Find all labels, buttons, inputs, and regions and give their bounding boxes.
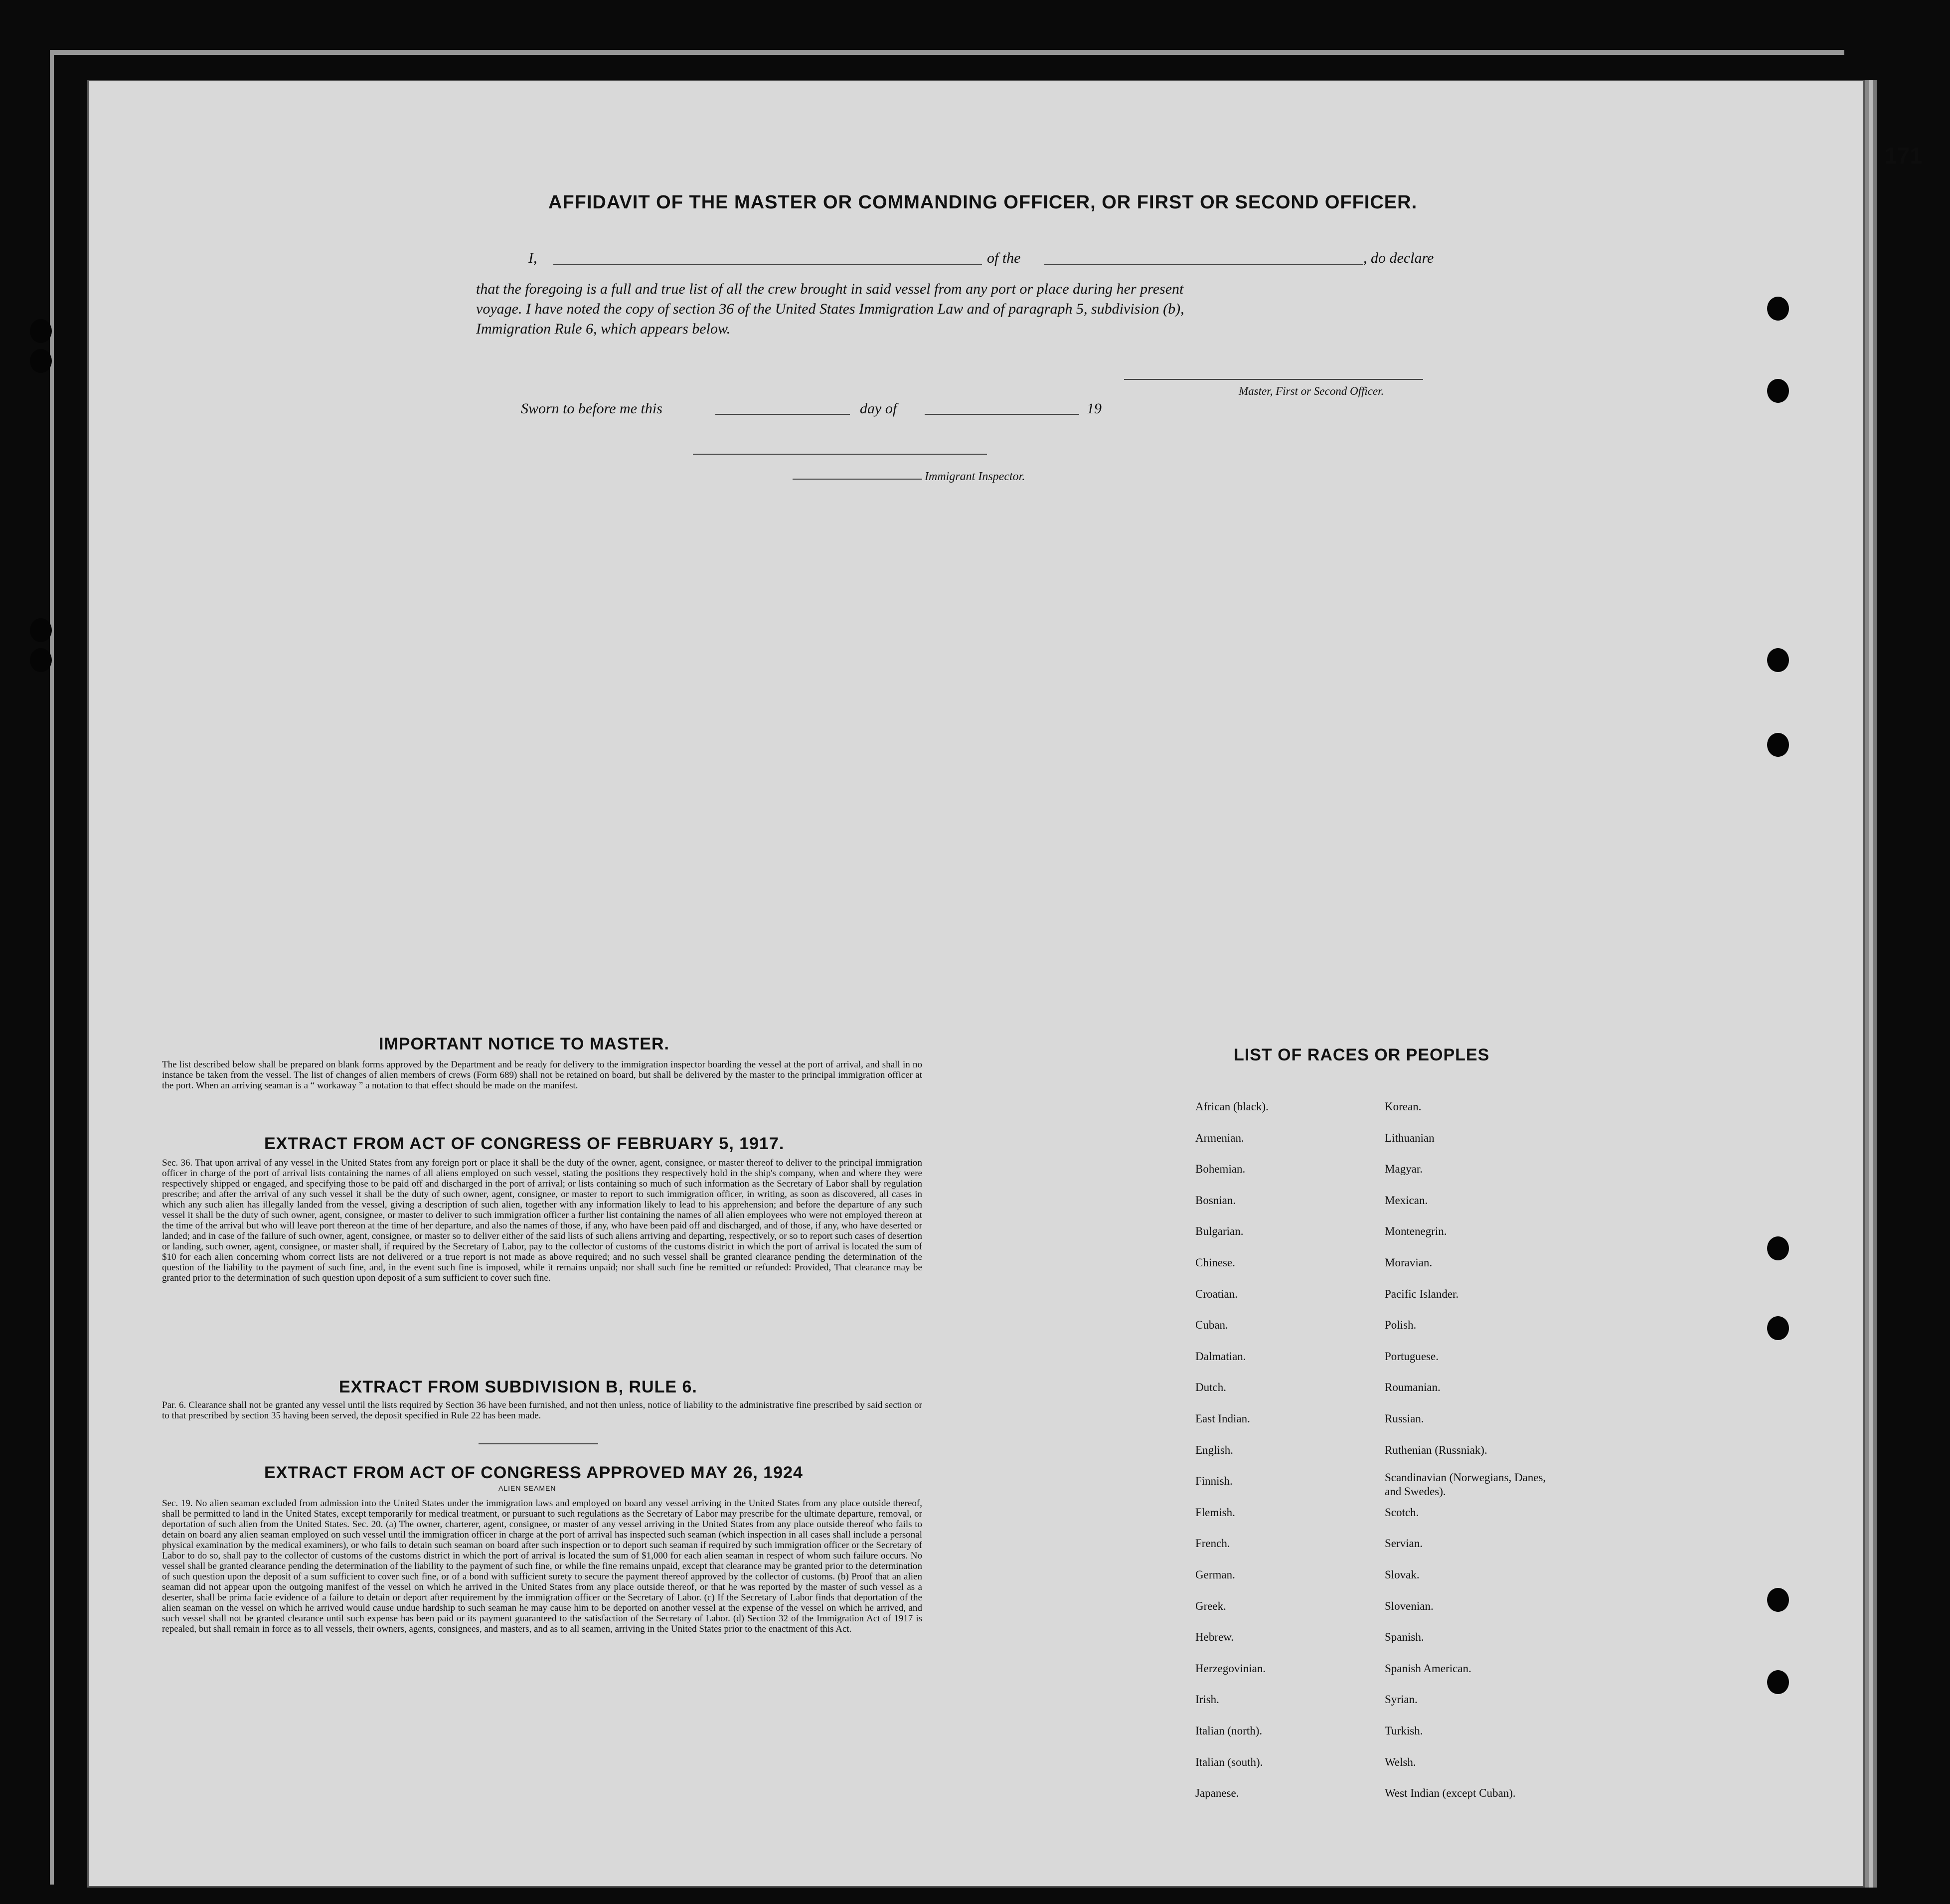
affidavit-of-the: of the	[987, 250, 1021, 266]
affidavit-i: I,	[528, 250, 537, 266]
punch-hole	[1767, 648, 1789, 672]
punch-hole	[1767, 1670, 1789, 1694]
extract-1924-title: EXTRACT FROM ACT OF CONGRESS APPROVED MAY 26, 1924	[264, 1463, 803, 1482]
inspector-label: Immigrant Inspector.	[925, 470, 1025, 483]
signature-line	[1124, 379, 1423, 380]
inspector-signature-line	[793, 479, 922, 480]
race-item: Flemish.	[1195, 1506, 1235, 1519]
race-item: Dutch.	[1195, 1381, 1226, 1394]
race-item: Slovak.	[1385, 1568, 1420, 1581]
punch-hole	[1767, 1588, 1789, 1612]
sheet-edge-top	[50, 50, 1844, 55]
race-item: Polish.	[1385, 1319, 1417, 1332]
race-item: Magyar.	[1385, 1163, 1423, 1176]
punch-hole	[30, 618, 52, 642]
race-item: Welsh.	[1385, 1755, 1416, 1768]
race-item: Dalmatian.	[1195, 1350, 1246, 1363]
affidavit-line3: voyage. I have noted the copy of section 36 of the United States Immigration Law and of paragraph 5, subdivision (b),	[476, 301, 1184, 317]
sworn-text: Sworn to before me this	[521, 400, 662, 417]
affidavit-title: AFFIDAVIT OF THE MASTER OR COMMANDING OFFICER, OR FIRST OR SECOND OFFICER.	[548, 192, 1418, 213]
day-blank	[715, 414, 850, 415]
races-title: LIST OF RACES OR PEOPLES	[1234, 1045, 1490, 1064]
race-item: Italian (north).	[1195, 1725, 1263, 1737]
punch-hole	[1767, 733, 1789, 757]
race-item: Armenian.	[1195, 1131, 1244, 1144]
race-item: Slovenian.	[1385, 1599, 1434, 1612]
race-item: Cuban.	[1195, 1319, 1228, 1332]
extract-1924-subtitle: ALIEN SEAMEN	[498, 1484, 556, 1492]
punch-hole	[1767, 1316, 1789, 1340]
name-blank	[553, 264, 982, 265]
race-item: Scandinavian (Norwegians, Danes, and Swedes).	[1385, 1471, 1546, 1498]
race-item: Scotch.	[1385, 1506, 1419, 1519]
race-item: Chinese.	[1195, 1256, 1235, 1269]
race-item: Russian.	[1385, 1412, 1424, 1425]
race-item: Irish.	[1195, 1693, 1219, 1706]
sworn-day-of: day of	[860, 400, 897, 417]
race-item: Greek.	[1195, 1599, 1226, 1612]
notice-text: The list described below shall be prepared on blank forms approved by the Department and be ready for delivery to the immigration inspector boarding the vessel at the port of arrival, and shall in no instance be taken from the vessel. The list of changes of alien members of crews (Form 689) shall not be retained on board, but shall be delivered by the master to the principal immigration officer at the port. When an arriving seaman is a “ workaway ” a notation to that effect should be made on the manifest.	[162, 1059, 922, 1091]
sworn-year: 19	[1087, 400, 1102, 417]
race-item: Portuguese.	[1385, 1350, 1439, 1363]
race-item: Japanese.	[1195, 1787, 1239, 1800]
race-item: Bulgarian.	[1195, 1225, 1244, 1238]
punch-hole	[30, 648, 52, 672]
divider	[479, 1443, 598, 1444]
race-item: West Indian (except Cuban).	[1385, 1787, 1516, 1800]
race-item: English.	[1195, 1443, 1234, 1456]
race-item: Montenegrin.	[1385, 1225, 1447, 1238]
affidavit-declare: , do declare	[1363, 250, 1434, 266]
race-item: German.	[1195, 1568, 1235, 1581]
punch-hole	[30, 349, 52, 373]
race-item: Turkish.	[1385, 1725, 1423, 1737]
page-number: 171	[1884, 143, 1923, 169]
extract-1917-text: Sec. 36. That upon arrival of any vessel in the United States from any foreign port or place it shall be the duty of the owner, agent, consignee, or master thereof to deliver to the principal immigration officer in charge of the port of arrival lists containing the names of all aliens employed on such vessel, stating the positions they respectively hold in the ship's company, when and where they were respectively shipped or engaged, and specifying those to be paid off and discharged in the port of arrival; or lists containing so much of such information as the Secretary of Labor shall by regulation prescribe; and after the arrival of any such vessel it shall be the duty of such owner, agent, consignee, or master to report to such immigration officer, in writing, as soon as discovered, all cases in which any such alien has illegally landed from the vessel, giving a description of such alien, together with any information likely to lead to his apprehension; and before the departure of any such vessel it shall be the duty of such owner, agent, consignee, or master to deliver to such immigration officer a further list containing the names of all alien employees who were not employed thereon at the time of the arrival but who will leave port thereon at the time of her departure, and also the names of those, if any, who have been paid off and discharged, and of those, if any, who have deserted or landed; and in case of the failure of such owner, agent, consignee, or master so to deliver either of the said lists of such aliens arriving and departing, respectively, or so to report such cases of desertion or landing, such owner, agent, consignee, or master shall, if required by the Secretary of Labor, pay to the collector of customs of the customs district in which the port of arrival is located the sum of $10 for each alien concerning whom correct lists are not delivered or a true report is not made as above required; and no such vessel shall be granted clearance pending the determination of the question of the liability to the payment of such fine, and, in the event such fine is imposed, while it remains unpaid; nor shall such fine be remitted or refunded: Provided, That clearance may be granted prior to the determination of such question upon deposit of a sum sufficient to cover such fine.	[162, 1158, 922, 1283]
race-item: Roumanian.	[1385, 1381, 1441, 1394]
race-item: Bohemian.	[1195, 1163, 1246, 1176]
extract-rule6-text: Par. 6. Clearance shall not be granted any vessel until the lists required by Section 36 have been furnished, and not then unless, notice of liability to the administrative fine prescribed by said section or to that prescribed by section 35 having been served, the deposit specified in Rule 22 has been made.	[162, 1400, 922, 1421]
punch-hole	[1767, 1236, 1789, 1260]
punch-hole	[1767, 379, 1789, 403]
race-item: Pacific Islander.	[1385, 1287, 1459, 1300]
month-blank	[925, 414, 1079, 415]
race-item: Herzegovinian.	[1195, 1662, 1266, 1675]
extract-1917-title: EXTRACT FROM ACT OF CONGRESS OF FEBRUARY 5, 1917.	[264, 1134, 785, 1153]
race-item: Hebrew.	[1195, 1631, 1234, 1644]
race-item: Spanish American.	[1385, 1662, 1471, 1675]
punch-hole	[1767, 297, 1789, 321]
race-item: Finnish.	[1195, 1475, 1233, 1488]
race-item: Servian.	[1385, 1537, 1423, 1550]
race-item: Moravian.	[1385, 1256, 1433, 1269]
race-item: Mexican.	[1385, 1194, 1428, 1207]
punch-hole	[30, 319, 52, 343]
race-item: Croatian.	[1195, 1287, 1238, 1300]
race-item: Syrian.	[1385, 1693, 1418, 1706]
extract-rule6-title: EXTRACT FROM SUBDIVISION B, RULE 6.	[339, 1378, 697, 1396]
extract-1924-text: Sec. 19. No alien seaman excluded from admission into the United States under the immigration laws and employed on board any vessel arriving in the United States from any place outside thereof, shall be permitted to land in the United States, except temporarily for medical treatment, or pursuant to such regulations as the Secretary of Labor may prescribe for the ultimate departure, removal, or deportation of such alien from the United States. Sec. 20. (a) The owner, charterer, agent, consignee, or master of any vessel arriving in the United States from any place outside thereof who fails to detain on board any alien seaman employed on such vessel until the immigration officer in charge at the port of arrival has inspected such seaman (which inspection in all cases shall include a personal physical examination by the medical examiners), or who fails to detain such seaman on board after such inspection or to deport such seaman if required by such immigration officer or the Secretary of Labor to do so, shall pay to the collector of customs of the customs district in which the port of arrival is located the sum of $1,000 for each alien seaman in respect of whom such failure occurs. No vessel shall be granted clearance pending the determination of the liability to the payment of such fine, or while the fine remains unpaid, except that clearance may be granted prior to the determination of such question upon the deposit of a sum sufficient to cover such fine, or of a bond with sufficient surety to secure the payment thereof approved by the collector of customs. (b) Proof that an alien seaman did not appear upon the outgoing manifest of the vessel on which he arrived in the United States from any place outside thereof, or that he was reported by the master of such vessel as a deserter, shall be prima facie evidence of a failure to detain or deport after requirement by the immigration officer or the Secretary of Labor. (c) If the Secretary of Labor finds that deportation of the alien seaman on the vessel on which he arrived would cause undue hardship to such seaman he may cause him to be deported on another vessel at the expense of the vessel on which he arrived, and such vessel shall not be granted clearance until such expense has been paid or its payment guaranteed to the satisfaction of the Secretary of Labor. (d) Section 32 of the Immigration Act of 1917 is repealed, but shall remain in force as to all vessels, their owners, agents, consignees, and masters, and as to all seamen, arriving in the United States prior to the enactment of this Act.	[162, 1498, 922, 1634]
race-item: East Indian.	[1195, 1412, 1250, 1425]
vessel-blank	[1044, 264, 1363, 265]
race-item: Korean.	[1385, 1100, 1422, 1113]
race-item: Lithuanian	[1385, 1131, 1435, 1144]
race-item: Italian (south).	[1195, 1755, 1263, 1768]
race-item: French.	[1195, 1537, 1230, 1550]
race-item: Ruthenian (Russniak).	[1385, 1443, 1487, 1456]
inspector-blank	[693, 454, 987, 455]
race-item: African (black).	[1195, 1100, 1269, 1113]
notice-title: IMPORTANT NOTICE TO MASTER.	[379, 1035, 669, 1053]
race-item: Bosnian.	[1195, 1194, 1236, 1207]
signature-label: Master, First or Second Officer.	[1239, 385, 1384, 397]
affidavit-line2: that the foregoing is a full and true list of all the crew brought in said vessel from any port or place during her present	[476, 281, 1184, 297]
affidavit-line4: Immigration Rule 6, which appears below.	[476, 321, 731, 337]
race-item: Spanish.	[1385, 1631, 1424, 1644]
